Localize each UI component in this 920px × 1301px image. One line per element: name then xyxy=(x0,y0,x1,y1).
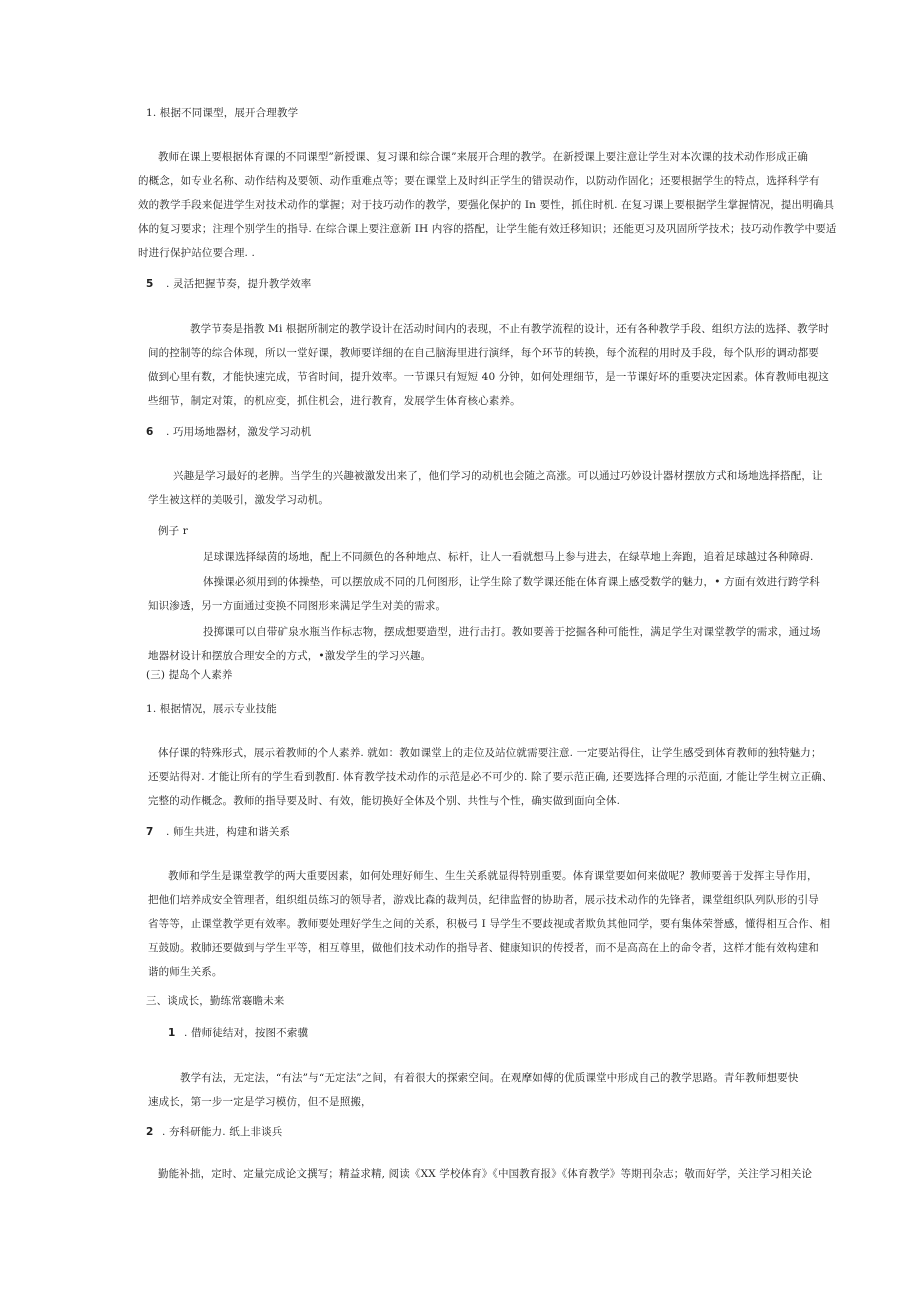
section-heading xyxy=(146,277,311,291)
paragraph-line: 教学有法，无定法，“有法”与“无定法”之间，有着很大的探索空间。在观摩如傅的优质课堂中形成自己的教学思路。青年教师想要快 xyxy=(180,1072,799,1084)
section-number: 2 xyxy=(146,1126,154,1138)
paragraph-line: 把他们培养成安全管理者，组织组员练习的领导者，游戏比森的裁判员，纪律监督的协助者，展示技术动作的先锋者，课堂组织队列队形的引导 xyxy=(148,894,819,906)
example-line: 足球课选择绿茵的场地，配上不同颜色的各种地点、标杆，让人一看就想马上参与进去，在绿草地上奔跑，追着足球越过各种障碍. xyxy=(203,551,814,563)
paragraph-line: 时进行保护站位要合理. . xyxy=(138,247,255,259)
subsection-heading-text: . 借师徒结对，按图不索骥 xyxy=(184,1027,309,1039)
paragraph-line: 些细节，制定对策，的机应变，抓住机会，进行教育，发展学生体育核心素养。 xyxy=(148,395,521,407)
paragraph-line: 完整的动作概念。教师的指导要及时、有效，能切换好全体及个别、共性与个性，确实做到面向全体. xyxy=(148,795,621,807)
paragraph-line: 间的控制等的综合体现，所以一堂好课，教师要详细的在自己脑海里进行演绎，每个环节的转换，每个流程的用时及手段，每个队形的调动都要 xyxy=(148,347,819,359)
subsection-heading-text: . 夯科研能力. 纸上非谈兵 xyxy=(162,1126,283,1138)
section-number: 1 xyxy=(168,1027,176,1039)
paragraph-line: 教师和学生是课堂教学的两大重要因素，如何处理好师生、生生关系就显得特别重要。体育课堂要如何来做呢？教师要善于发挥主导作用， xyxy=(168,870,818,882)
paragraph-line: 的概念，如专业名称、动作结构及要领、动作重难点等；要在课堂上及时纠正学生的错误动作，以防动作固化；还要根据学生的特点，选择科学有 xyxy=(138,175,820,187)
paragraph-line: 谐的师生关系。 xyxy=(148,966,223,978)
subsection-heading xyxy=(168,1026,308,1040)
paragraph-line: 兴趣是学习最好的老脾。当学生的兴趣被激发出来了，他们学习的动机也会随之高涨。可以通过巧妙设计器材摆放方式和场地选择搭配，让 xyxy=(173,470,823,482)
paragraph-line: 省等等，止课堂教学更有效率。教师要处理好学生之间的关系，积极弓 I 导学生不要歧视或者欺负其他同学，要有集体荣誉感，懂得相互合作、相 xyxy=(148,918,831,930)
paragraph-line: 还要站得对. 才能让所有的学生看到教酊. 体育教学技术动作的示范是必不可少的. 除了要示范正确, 还要选择合理的示范面, 才能让学生树立正确、 xyxy=(148,771,833,783)
paragraph-line: 教师在课上要根据体育课的不同课型”新授课、复习课和综合课”来展开合理的教学。在新授课上要注意让学生对本次课的技术动作形成正确 xyxy=(158,151,809,163)
example-line: 知识渗透，另一方面通过变换不同图形来满足学生对美的需求。 xyxy=(148,600,447,612)
section-number: 6 xyxy=(146,426,154,438)
paragraph-line: 体仔课的特殊形式，展示着教师的个人素养. 就如：教如课堂上的走位及站位就需要注意. 一定要站得住，让学生感受到体育教师的独特魅力； xyxy=(158,747,822,759)
section-heading-text: . 师生共进，构建和谐关系 xyxy=(166,826,291,838)
subsection-heading: 1. 根据情况，展示专业技能 xyxy=(146,703,277,715)
section-heading: 1. 根据不同课型，展开合理教学 xyxy=(146,107,299,119)
example-line: 地器材设计和摆放合理安全的方式，•激发学生的学习兴趣。 xyxy=(148,650,432,662)
section-heading: (三) 提岛个人素养 xyxy=(146,669,233,681)
paragraph-line: 学生被这样的美吸引，激发学习动机。 xyxy=(148,494,330,506)
section-heading-text: . 灵活把握节奏，提升教学效率 xyxy=(166,278,312,290)
paragraph-line: 勤能补拙，定时、定量完成论文撰写；精益求精, 阅读《XX 学校体育》《中国教育报》《体育教学》等期刊杂志；敬而好学，关注学习相关论 xyxy=(158,1168,813,1180)
paragraph-line: 效的教学手段来促进学生对技术动作的掌握；对于技巧动作的教学，要强化保护的 In 要性，抓住时机. 在复习课上要根据学生掌握情况，提出明确具 xyxy=(138,199,835,211)
section-heading: 三、谈成长，勤练常褰瞻未来 xyxy=(146,995,285,1007)
paragraph-line: 体的复习要求；注理个别学生的指导. 在综合课上要注意新 IH 内容的搭配，让学生能有效迁移知识；还能更习及巩固所学技术；技巧动作教学中要适 xyxy=(138,223,837,235)
example-line: 投掷课可以自带矿泉水瓶当作标志物，摆成想要造型，进行击打。教如要善于挖掘各种可能性，满足学生对课堂教学的需求，通过场 xyxy=(203,626,821,638)
example-line: 体操课必须用到的体操垫，可以摆放成不同的几何图形，让学生除了数学课还能在体育课上感受数学的魅力，• 方面有效进行跨学科 xyxy=(203,576,820,588)
section-heading-text: . 巧用场地器材，激发学习动机 xyxy=(166,426,312,438)
paragraph-line: 速成长，第一步一定是学习模仿，但不是照搬， xyxy=(148,1096,372,1108)
section-number: 5 xyxy=(146,278,154,290)
example-label: 例子 r xyxy=(158,525,188,537)
paragraph-line: 互鼓励。救肺还要做到与学生平等，相互尊里，做他们技术动作的指导者、健康知识的传授者，而不是高高在上的命令者，这样才能有效构建和 xyxy=(148,942,819,954)
section-heading xyxy=(146,825,290,839)
subsection-heading xyxy=(146,1125,282,1139)
section-number: 7 xyxy=(146,826,154,838)
paragraph-line: 做到心里有数，才能快速完成，节省时间，提升效率。一节课只有短短 40 分钟，如何处理细节，是一节课好坏的重要决定因素。体育教师电视这 xyxy=(148,371,829,383)
section-heading xyxy=(146,425,311,439)
paragraph-line: 教学节奏是指教 Mi 根据所制定的教学设计在活动时间内的表现，不止有教学流程的设计，还有各种教学手段、组织方法的选择、教学时 xyxy=(190,323,830,335)
